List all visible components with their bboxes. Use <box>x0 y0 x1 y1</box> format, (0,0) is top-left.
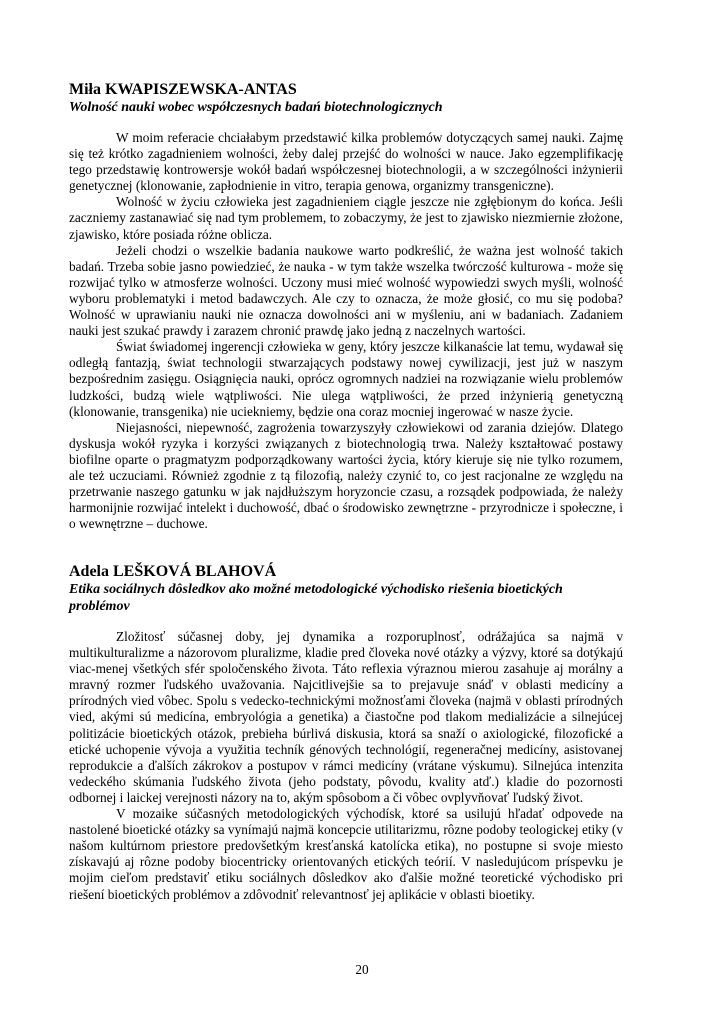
paragraph: Wolność w życiu człowieka jest zagadnieniem ciągle jeszcze nie zgłębionym do końca. Jeśli zaczniemy zastanawiać się nad tym problemem, to zobaczymy, że jest to zjawisko niezmiernie złożone, zjawisko, które posiada różne oblicza. <box>69 194 623 242</box>
paragraph: W moim referacie chciałabym przedstawić kilka problemów dotyczących samej nauki. Zajmę się też krótko zagadnieniem wolności, żeby dalej przejść do wolności w nauce. Jako egzemplifikację tego przedstawię kontrowersje wokół badań współczesnej biotechnologii, a w szczególności inżynierii genetycznej (klonowanie, zapłodnienie in vitro, terapia genowa, organizmy transgeniczne). <box>69 130 623 194</box>
paragraph: V mozaike súčasných metodologických východísk, ktoré sa usilujú hľadať odpovede na nastolené bioetické otázky sa vynímajú najmä koncepcie utilitarizmu, rôzne podoby teologickej etiky (v našom kultúrnom priestore predovšetkým kresťanská katolícka etika), no postupne si svoje miesto získavajú aj rôzne podoby biocentricky orientovaných etických teórií. V nasledujúcom príspevku je mojim cieľom predstaviť etiku sociálnych dôsledkov ako ďalšie možné teoretické východisko pri riešení bioetických problémov a zdôvodniť relevantnosť jej aplikácie v oblasti bioetiky. <box>69 806 623 902</box>
abstract-kwapiszewska <box>69 80 623 532</box>
paragraph: Niejasności, niepewność, zagrożenia towarzyszyły człowiekowi od zarania dziejów. Dlatego dyskusja wokół ryzyka i korzyści związanych z biotechnologią trwa. Należy kształtować postawy biofilne oparte o pragmatyzm podporządkowany wartości życia, który kieruje się nie tylko rozumem, ale też uczuciami. Również zgodnie z tą filozofią, należy czynić to, co jest racjonalne ze względu na przetrwanie naszego gatunku w jak najdłuższym horyzoncie czasu, a rozsądek podpowiada, że należy harmonijnie rozwijać intelekt i duchowość, dbać o środowisko zewnętrzne - przyrodnicze i społeczne, i o wewnętrzne – duchowe. <box>69 419 623 532</box>
author-name: Miła KWAPISZEWSKA-ANTAS <box>69 81 297 98</box>
paragraph: Jeżeli chodzi o wszelkie badania naukowe warto podkreślić, że ważna jest wolność takich badań. Trzeba sobie jasno powiedzieć, że nauka - w tym także wszelka twórczość kulturowa - może się rozwijać tylko w atmosferze wolności. Uczony musi mieć wolność wypowiedzi swych myśli, wolność wyboru problematyki i metod badawczych. Ale czy to oznacza, że może głosić, co mu się podoba? Wolność w uprawianiu nauki nie oznacza dowolności ani w myśleniu, ani w badaniach. Zadaniem nauki jest szukać prawdy i zarazem chronić prawdę jako jedną z naczelnych wartości. <box>69 242 623 339</box>
abstract-body <box>69 629 623 903</box>
page-number: 20 <box>355 962 369 977</box>
abstract-title: Etika sociálnych dôsledkov ako možné metodologické východisko riešenia bioetických problémov <box>69 582 563 614</box>
author-name: Adela LEŠKOVÁ BLAHOVÁ <box>69 563 277 580</box>
abstract-leskova-blahova <box>69 562 623 903</box>
abstract-body <box>69 130 623 532</box>
paragraph: Świat świadomej ingerencji człowieka w geny, który jeszcze kilkanaście lat temu, wydawał się odległą fantazją, świat technologii stwarzających podstawy nowej cywilizacji, jest już w naszym bezpośrednim zasięgu. Osiągnięcia nauki, oprócz ogromnych nadziei na rozwiązanie wielu problemów ludzkości, budzą wiele wątpliwości. Nie ulega wątpliwości, że przed inżynierią genetyczną (klonowanie, transgenika) nie uciekniemy, będzie ona coraz mocniej ingerować w nasze życie. <box>69 339 623 419</box>
abstract-title: Wolność nauki wobec współczesnych badań biotechnologicznych <box>69 100 443 115</box>
paragraph: Zložitosť súčasnej doby, jej dynamika a rozporuplnosť, odrážajúca sa najmä v multikulturalizme a názorovom pluralizme, kladie pred človeka nové otázky a výzvy, ktoré sa dotýkajú viac-menej všetkých sfér spoločenského života. Táto reflexia výraznou mierou zasahuje aj morálny a mravný rozmer ľudského uvažovania. Najcitlivejšie sa to prejavuje snáď v oblasti medicíny a prírodných vied vôbec. Spolu s vedecko-technickými možnosťami človeka (najmä v oblasti prírodných vied, akými sú medicína, embryológia a genetika) a čiastočne pod tlakom medializácie a silnejúcej politizácie bioetických otázok, prebieha búrlivá diskusia, ktorá sa snaží o axiologické, filozofické a etické uchopenie vývoja a využitia techník génových technológií, regeneračnej medicíny, asistovanej reprodukcie a ďalších zákrokov a postupov v rámci medicíny (vrátane výskumu). Silnejúca intenzita vedeckého skúmania ľudského života (jeho podstaty, pôvodu, kvality atď.) kladie do pozornosti odbornej i laickej verejnosti názory na to, akým spôsobom a či vôbec ovplyvňovať ľudský život. <box>69 629 623 805</box>
